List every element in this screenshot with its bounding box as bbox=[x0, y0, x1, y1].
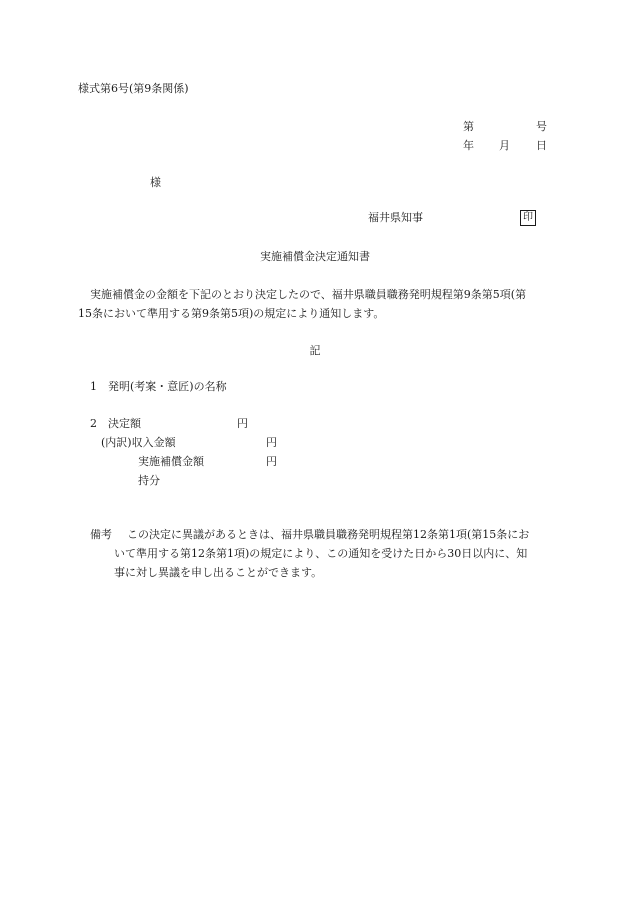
date-day-label: 日 bbox=[536, 139, 547, 152]
breakdown-income-yen-unit: 円 bbox=[266, 436, 277, 449]
remarks-line-2: いて準用する第12条第1項)の規定により、この通知を受けた日から30日以内に、知 bbox=[114, 547, 528, 560]
body-text-line-1: 実施補償金の金額を下記のとおり決定したので、福井県職員職務発明規程第9条第5項(第 bbox=[90, 288, 527, 301]
breakdown-share: 持分 bbox=[138, 474, 160, 487]
date-year-label: 年 bbox=[463, 139, 474, 152]
document-title: 実施補償金決定通知書 bbox=[260, 250, 370, 263]
date-month-label: 月 bbox=[499, 139, 510, 152]
sender-name: 福井県知事 bbox=[368, 211, 423, 224]
item-2-decided-amount: 2 決定額 bbox=[90, 417, 141, 430]
breakdown-compensation-amount: 実施補償金額 bbox=[138, 455, 204, 468]
form-number: 様式第6号(第9条関係) bbox=[78, 82, 189, 95]
breakdown-income-amount: (内訳)収入金額 bbox=[101, 436, 176, 449]
item-2-yen-unit: 円 bbox=[237, 417, 248, 430]
addressee-honorific: 様 bbox=[150, 176, 161, 189]
seal-stamp-box: 印 bbox=[520, 210, 536, 226]
remarks-line-3: 事に対し異議を申し出ることができます。 bbox=[114, 566, 323, 579]
ki-heading: 記 bbox=[309, 344, 321, 357]
remarks-line-1: この決定に異議があるときは、福井県職員職務発明規程第12条第1項(第15条にお bbox=[127, 528, 530, 541]
item-1-invention-name: 1 発明(考案・意匠)の名称 bbox=[90, 380, 227, 393]
breakdown-compensation-yen-unit: 円 bbox=[266, 455, 277, 468]
remarks-heading: 備考 bbox=[90, 528, 112, 541]
body-text-line-2: 15条において準用する第9条第5項)の規定により通知します。 bbox=[78, 307, 385, 320]
document-number-prefix: 第 bbox=[463, 120, 474, 133]
document-number-suffix: 号 bbox=[536, 120, 547, 133]
